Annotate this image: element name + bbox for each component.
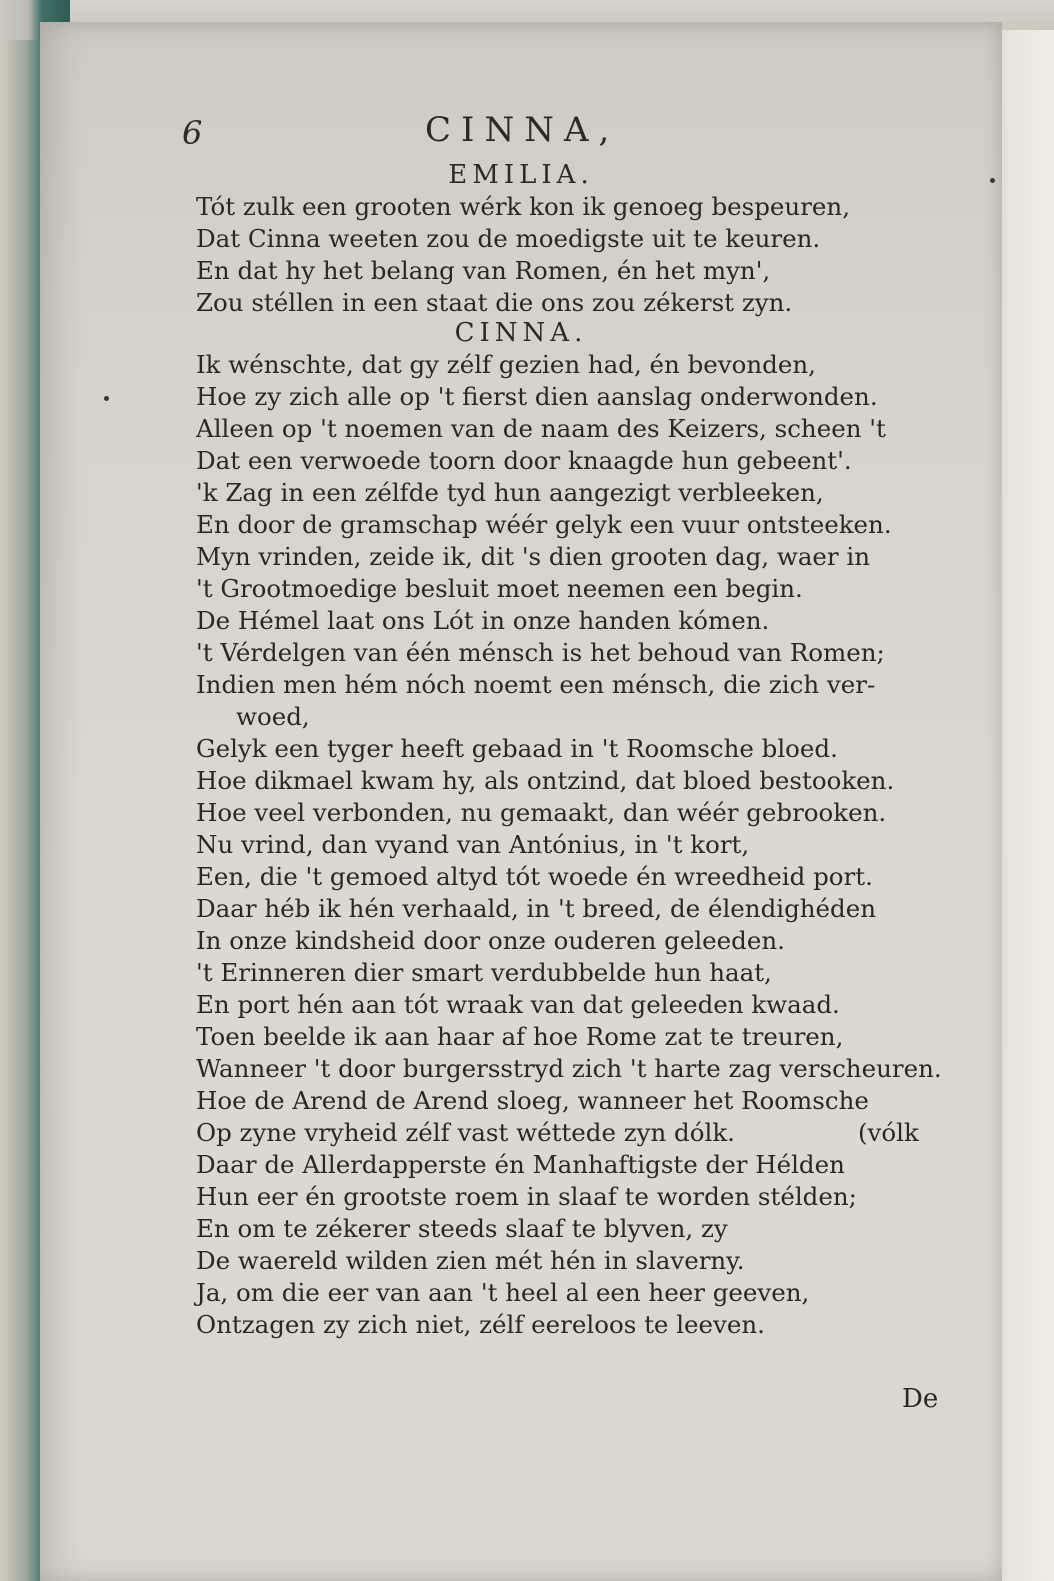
verse-line: Hoe zy zich alle op 't fierst dien aanslag onderwonden.: [196, 382, 878, 411]
verse-line: Hoe de Arend de Arend sloeg, wanneer het Roomsche: [196, 1086, 869, 1115]
verse-line: Wanneer 't door burgersstryd zich 't harte zag verscheuren.: [196, 1054, 942, 1083]
ink-speck: [104, 396, 109, 401]
verse-line: Toen beelde ik aan haar af hoe Rome zat te treuren,: [196, 1022, 844, 1051]
verse-line: Ik wénschte, dat gy zélf gezien had, én bevonden,: [196, 350, 816, 379]
book-page: [40, 22, 1002, 1581]
verse-line: Hun eer én grootste roem in slaaf te worden stélden;: [196, 1182, 857, 1211]
verse-line: Alleen op 't noemen van de naam des Keizers, scheen 't: [196, 414, 886, 443]
verse-line: En door de gramschap wéér gelyk een vuur ontsteeken.: [196, 510, 892, 539]
verse-line: Ontzagen zy zich niet, zélf eereloos te leeven.: [196, 1310, 765, 1339]
speaker-heading-emilia: EMILIA.: [448, 160, 594, 190]
verse-line: 'k Zag in een zélfde tyd hun aangezigt verbleeken,: [196, 478, 824, 507]
verse-line: Gelyk een tyger heeft gebaad in 't Roomsche bloed.: [196, 734, 838, 763]
verse-line: Tót zulk een grooten wérk kon ik genoeg bespeuren,: [196, 192, 850, 221]
verse-line: Nu vrind, dan vyand van Antónius, in 't kort,: [196, 830, 750, 859]
verse-line: Een, die 't gemoed altyd tót woede én wreedheid port.: [196, 862, 873, 891]
verse-line: En port hén aan tót wraak van dat geleeden kwaad.: [196, 990, 840, 1019]
verse-line: Dat een verwoede toorn door knaagde hun gebeent'.: [196, 446, 852, 475]
verse-line: Zou stéllen in een staat die ons zou zékerst zyn.: [196, 288, 793, 317]
verse-line: Daar héb ik hén verhaald, in 't breed, de élendighéden: [196, 894, 877, 923]
page-number: 6: [182, 114, 203, 152]
running-title: CINNA,: [425, 110, 620, 150]
verse-line: Myn vrinden, zeide ik, dit 's dien grooten dag, waer in: [196, 542, 871, 571]
turnover-word: (vólk: [858, 1118, 919, 1147]
speaker-heading-cinna: CINNA.: [454, 318, 588, 348]
verse-line: Ja, om die eer van aan 't heel al een heer geeven,: [196, 1278, 810, 1307]
verse-line: 't Grootmoedige besluit moet neemen een begin.: [196, 574, 803, 603]
verse-line: 't Vérdelgen van één ménsch is het behoud van Romen;: [196, 638, 885, 667]
verse-line: En dat hy het belang van Romen, én het myn',: [196, 256, 771, 285]
catchword: De: [902, 1384, 939, 1414]
verse-line: De waereld wilden zien mét hén in slaverny.: [196, 1246, 745, 1275]
ink-speck: [990, 178, 995, 183]
verse-line: Hoe veel verbonden, nu gemaakt, dan wéér gebrooken.: [196, 798, 887, 827]
verse-line: Indien men hém nóch noemt een ménsch, die zich ver-: [196, 670, 876, 699]
verse-line: Hoe dikmael kwam hy, als ontzind, dat bloed bestooken.: [196, 766, 895, 795]
verse-line: Daar de Allerdapperste én Manhaftigste der Hélden: [196, 1150, 845, 1179]
verse-line: 't Erinneren dier smart verdubbelde hun haat,: [196, 958, 772, 987]
verse-line: Op zyne vryheid zélf vast wéttede zyn dólk.: [196, 1118, 735, 1147]
verse-line-continuation: woed,: [236, 702, 310, 731]
verse-line: De Hémel laat ons Lót in onze handen kómen.: [196, 606, 770, 635]
verse-line: In onze kindsheid door onze ouderen geleeden.: [196, 926, 785, 955]
verse-line: En om te zékerer steeds slaaf te blyven, zy: [196, 1214, 728, 1243]
verse-line: Dat Cinna weeten zou de moedigste uit te keuren.: [196, 224, 821, 253]
